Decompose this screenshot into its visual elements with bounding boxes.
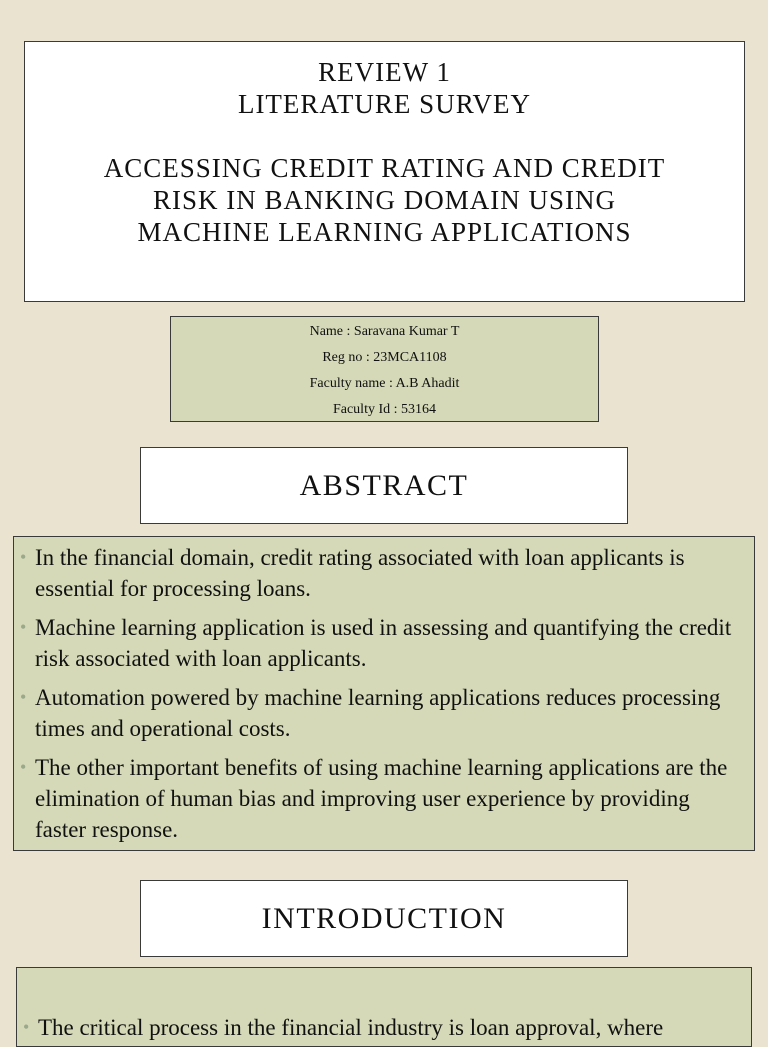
- title-box: [24, 41, 745, 302]
- introduction-heading: INTRODUCTION: [140, 880, 628, 957]
- list-item: [18, 682, 744, 744]
- bullet-icon: •: [23, 1017, 30, 1037]
- list-item: [21, 1012, 741, 1043]
- survey-label: LITERATURE SURVEY: [237, 89, 532, 119]
- bullet-icon: •: [20, 687, 27, 707]
- registration-number: Reg no : 23MCA1108: [322, 350, 447, 365]
- list-item: [18, 752, 744, 845]
- bullet-icon: •: [20, 547, 27, 567]
- list-item: [18, 542, 744, 604]
- abstract-bullets: [13, 536, 755, 851]
- bullet-text: Automation powered by machine learning applications reduces processing times and operational costs.: [35, 685, 721, 741]
- faculty-id: Faculty Id : 53164: [332, 402, 437, 417]
- topic-line-3: MACHINE LEARNING APPLICATIONS: [137, 217, 632, 247]
- review-label: REVIEW 1: [318, 57, 451, 87]
- abstract-heading: ABSTRACT: [140, 447, 628, 524]
- topic-line-1: ACCESSING CREDIT RATING AND CREDIT: [103, 153, 666, 183]
- bullet-text: Machine learning application is used in assessing and quantifying the credit risk associated with loan applicants.: [35, 615, 732, 671]
- introduction-body: [16, 967, 752, 1047]
- faculty-name: Faculty name : A.B Ahadit: [309, 376, 460, 391]
- student-name: Name : Saravana Kumar T: [309, 324, 460, 339]
- list-item: [18, 612, 744, 674]
- bullet-text: The critical process in the financial industry is loan approval, where: [38, 1015, 664, 1040]
- bullet-text: In the financial domain, credit rating associated with loan applicants is essential for processing loans.: [35, 545, 685, 601]
- student-info-box: [170, 316, 599, 422]
- bullet-text: The other important benefits of using machine learning applications are the elimination of human bias and improving user experience by providing faster response.: [35, 755, 728, 842]
- bullet-icon: •: [20, 757, 27, 777]
- bullet-icon: •: [20, 617, 27, 637]
- topic-line-2: RISK IN BANKING DOMAIN USING: [153, 185, 616, 215]
